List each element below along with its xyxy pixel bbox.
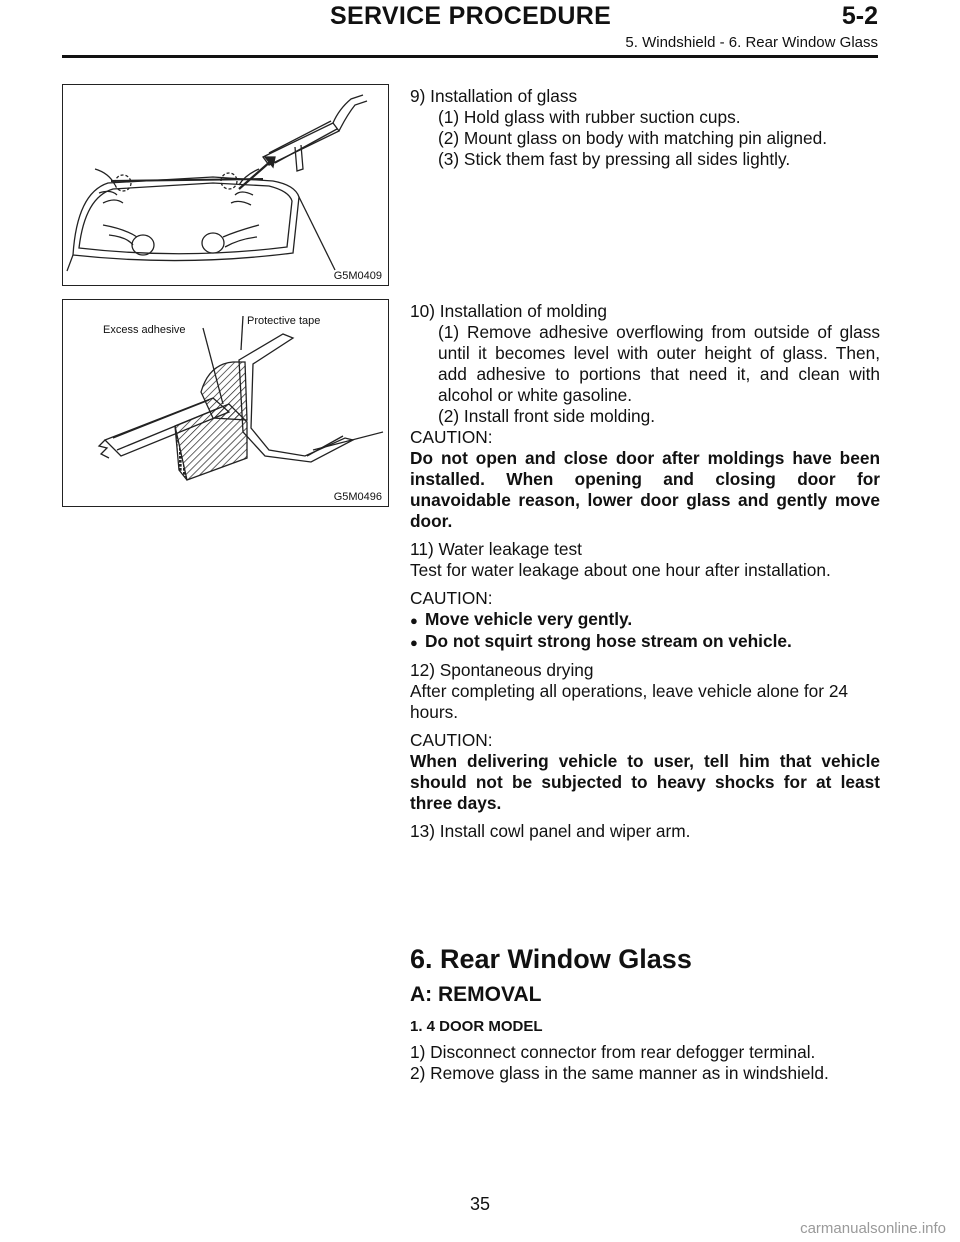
section-number: 5-2 xyxy=(841,2,878,30)
bullet-icon: ● xyxy=(410,613,418,628)
figure-code: G5M0496 xyxy=(333,491,382,503)
step-item: (1) Remove adhesive overflowing from outside of glass until it becomes level with outer height of glass. Then, add adhesive to portions that need it, and clean with alcohol or white gasoline. xyxy=(438,322,880,405)
step-item: 2) Remove glass in the same manner as in windshield. xyxy=(410,1063,829,1083)
steps-10-13 xyxy=(410,301,880,842)
caution-bullet: ● Do not squirt strong hose stream on vehicle. xyxy=(410,631,792,651)
step-body: After completing all operations, leave vehicle alone for 24 hours. xyxy=(410,681,849,722)
figure-glass-installation xyxy=(62,84,389,286)
step-body: Test for water leakage about one hour after installation. xyxy=(410,560,831,580)
watermark: carmanualsonline.info xyxy=(800,1220,946,1237)
step-item: (2) Mount glass on body with matching pin aligned. xyxy=(438,128,828,148)
header-rule xyxy=(62,55,878,58)
caution-text: Do not open and close door after moldings have been installed. When opening and closing door for unavoidable reason, lower door glass and gently move door. xyxy=(410,448,880,531)
step-title: 10) Installation of molding xyxy=(410,301,607,321)
step-item: (2) Install front side molding. xyxy=(438,406,656,426)
caution-bullet: ● Move vehicle very gently. xyxy=(410,609,633,629)
step-item: (3) Stick them fast by pressing all sides lightly. xyxy=(438,149,791,169)
step-title: 9) Installation of glass xyxy=(410,86,578,106)
step-9 xyxy=(410,86,880,170)
header-title: SERVICE PROCEDURE xyxy=(330,2,612,30)
subsection-heading: A: REMOVAL xyxy=(410,983,542,1006)
caution-label: CAUTION: xyxy=(410,427,493,447)
figure-code: G5M0409 xyxy=(333,270,382,282)
label-excess-adhesive: Excess adhesive xyxy=(103,324,186,336)
section-heading: 6. Rear Window Glass xyxy=(410,944,692,974)
section6-body xyxy=(410,1016,880,1084)
step-item: (1) Hold glass with rubber suction cups. xyxy=(438,107,741,127)
step-title: 12) Spontaneous drying xyxy=(410,660,594,680)
step-item: 1) Disconnect connector from rear defogger terminal. xyxy=(410,1042,816,1062)
page-number: 35 xyxy=(469,1194,491,1214)
caution-label: CAUTION: xyxy=(410,730,493,750)
bullet-icon: ● xyxy=(410,635,418,650)
step-title: 11) Water leakage test xyxy=(410,539,582,559)
step-title: 13) Install cowl panel and wiper arm. xyxy=(410,821,691,841)
glass-installation-illustration xyxy=(63,85,388,285)
figure-molding-section xyxy=(62,299,389,507)
label-protective-tape: Protective tape xyxy=(247,315,321,327)
caution-text: When delivering vehicle to user, tell him that vehicle should not be subjected to heavy shocks for at least three days. xyxy=(410,751,880,813)
model-heading: 1. 4 DOOR MODEL xyxy=(410,1018,543,1035)
header-subtitle: 5. Windshield - 6. Rear Window Glass xyxy=(625,34,878,51)
caution-label: CAUTION: xyxy=(410,588,493,608)
